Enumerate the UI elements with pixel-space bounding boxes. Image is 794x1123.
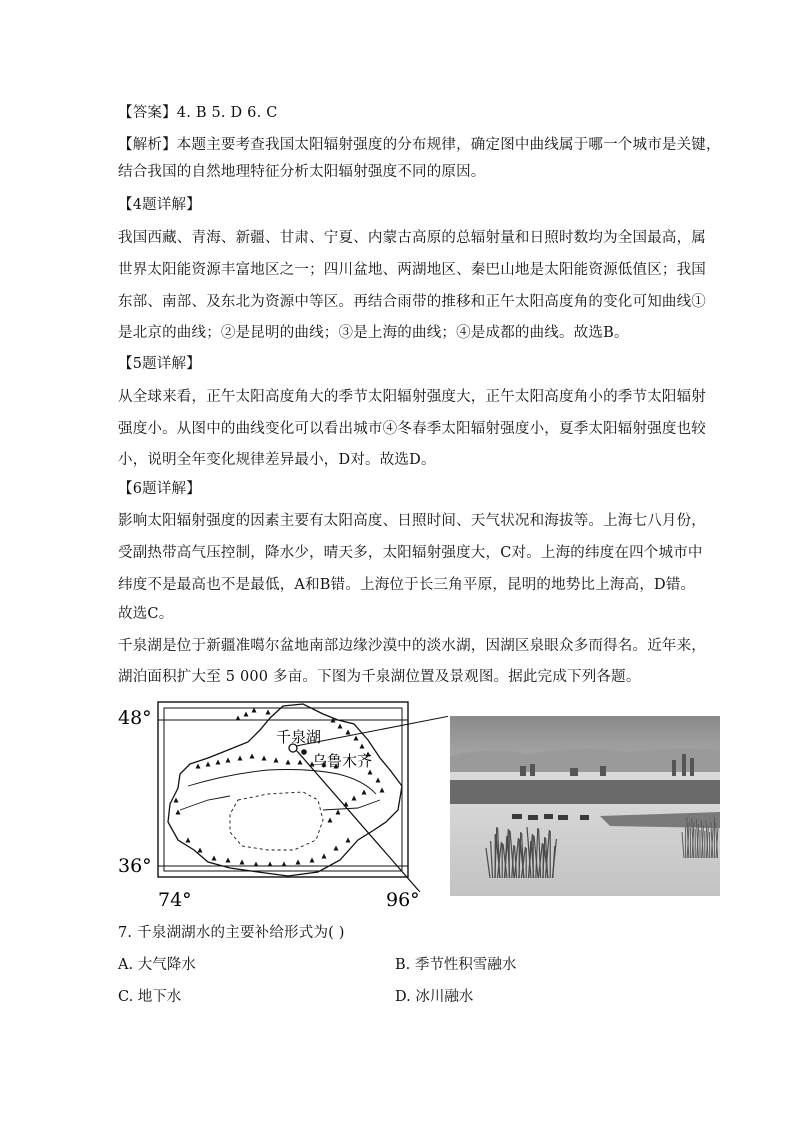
mountain-symbol	[254, 862, 259, 867]
mountain-symbol	[240, 860, 245, 865]
q5-line-1: 从全球来看，正午太阳高度角大的季节太阳辐射强度大，正午太阳高度角小的季节太阳辐射	[118, 389, 706, 405]
mountain-symbol	[334, 846, 339, 851]
q4-line-4: 是北京的曲线；②是昆明的曲线；③是上海的曲线；④是成都的曲线。故选B。	[118, 325, 629, 341]
mountain-symbol	[338, 724, 343, 729]
mountain-symbol	[250, 754, 255, 759]
reed-bank	[450, 780, 720, 806]
mountain-symbol	[268, 862, 273, 867]
q7-stem: 7. 千泉湖湖水的主要补给形式为( )	[118, 925, 345, 941]
mountain-symbol	[236, 716, 241, 721]
mountain-symbol	[346, 838, 351, 843]
q5-heading: 【5题详解】	[118, 356, 201, 372]
answer-line: 【答案】4. B 5. D 6. C	[118, 105, 278, 121]
mountain-symbol	[196, 764, 201, 769]
q6-heading: 【6题详解】	[118, 481, 201, 497]
q7-option-d[interactable]: D. 冰川融水	[395, 989, 474, 1005]
mountain-symbol	[238, 756, 243, 761]
mountain-symbol	[226, 758, 231, 763]
q7-option-b[interactable]: B. 季节性积雪融水	[395, 957, 517, 973]
mountain-symbol	[352, 796, 357, 801]
landscape-illustration	[450, 716, 720, 896]
mountain-symbol	[296, 860, 301, 865]
analysis-line-1: 【解析】本题主要考查我国太阳辐射强度的分布规律，确定图中曲线属于哪一个城市是关键，	[118, 137, 721, 153]
q6-line-3: 纬度不是最高也不是最低，A和B错。上海位于长三角平原，昆明的地势比上海高，D错。	[118, 577, 696, 593]
mountain-symbol	[216, 760, 221, 765]
mountain-symbol	[310, 858, 315, 863]
mountain-symbol	[368, 770, 373, 775]
mountain-symbol	[186, 838, 191, 843]
q7-option-a[interactable]: A. 大气降水	[118, 957, 196, 973]
mountain-symbol	[174, 798, 179, 803]
mountain-symbol	[380, 788, 385, 793]
desert-boundary	[230, 792, 323, 850]
mountain-symbol	[176, 810, 181, 815]
location-map	[118, 700, 448, 915]
mountain-symbol	[226, 858, 231, 863]
lake-label: 千泉湖	[276, 728, 322, 746]
lat-36-label: 36°	[118, 855, 152, 877]
mountain-symbol	[376, 778, 381, 783]
city-marker	[301, 749, 307, 755]
basin-rim-line	[180, 796, 380, 810]
lake-landscape-photo	[450, 716, 720, 896]
mountain-symbol	[360, 744, 365, 749]
mountain-symbol	[212, 856, 217, 861]
tianshan-line	[188, 770, 376, 795]
q5-line-2: 强度小。从图中的曲线变化可以看出城市④冬春季太阳辐射强度小，夏季太阳辐射强度也较	[118, 421, 706, 437]
q4-heading: 【4题详解】	[118, 197, 201, 213]
xinjiang-map-figure	[118, 700, 448, 915]
mountain-symbol	[322, 854, 327, 859]
q6-line-4: 故选C。	[118, 606, 174, 622]
mountain-symbol	[266, 710, 271, 715]
mountain-symbol	[346, 730, 351, 735]
lon-74-label: 74°	[158, 889, 192, 911]
mountain-symbol	[354, 736, 359, 741]
analysis-line-2: 结合我国的自然地理特征分析太阳辐射强度不同的原因。	[118, 164, 486, 180]
mountain-symbol	[282, 862, 287, 867]
mountain-symbol	[262, 756, 267, 761]
q7-option-c[interactable]: C. 地下水	[118, 989, 182, 1005]
q6-line-2: 受副热带高气压控制，降水少，晴天多，太阳辐射强度大，C对。上海的纬度在四个城市中	[118, 545, 703, 561]
intro-line-2: 湖泊面积扩大至 5 000 多亩。下图为千泉湖位置及景观图。据此完成下列各题。	[118, 669, 641, 685]
lon-96-label: 96°	[386, 889, 420, 911]
mountain-symbol	[274, 758, 279, 763]
q6-line-1: 影响太阳辐射强度的因素主要有太阳高度、日照时间、天气状况和海拔等。上海七八月份，	[118, 513, 706, 529]
mountain-symbol	[198, 848, 203, 853]
lat-48-label: 48°	[118, 707, 152, 729]
q5-line-3: 小，说明全年变化规律差异最小，D对。故选D。	[118, 452, 436, 468]
mountain-symbol	[206, 762, 211, 767]
mountain-symbol	[336, 810, 341, 815]
q4-line-3: 东部、南部、及东北为资源中等区。再结合雨带的推移和正午太阳高度角的变化可知曲线①	[118, 294, 706, 310]
mountain-symbol	[244, 712, 249, 717]
mountain-symbol	[298, 760, 303, 765]
mountain-symbol	[286, 760, 291, 765]
q4-line-1: 我国西藏、青海、新疆、甘肃、宁夏、内蒙古高原的总辐射量和日照时数均为全国最高，属	[118, 230, 706, 246]
q4-line-2: 世界太阳能资源丰富地区之一；四川盆地、两湖地区、秦巴山地是太阳能资源低值区；我国	[118, 262, 706, 278]
city-label: 乌鲁木齐	[312, 752, 373, 770]
mountain-symbol	[328, 818, 333, 823]
intro-line-1: 千泉湖是位于新疆准噶尔盆地南部边缘沙漠中的淡水湖，因湖区泉眼众多而得名。近年来，	[118, 638, 706, 654]
mountain-symbol	[362, 790, 367, 795]
